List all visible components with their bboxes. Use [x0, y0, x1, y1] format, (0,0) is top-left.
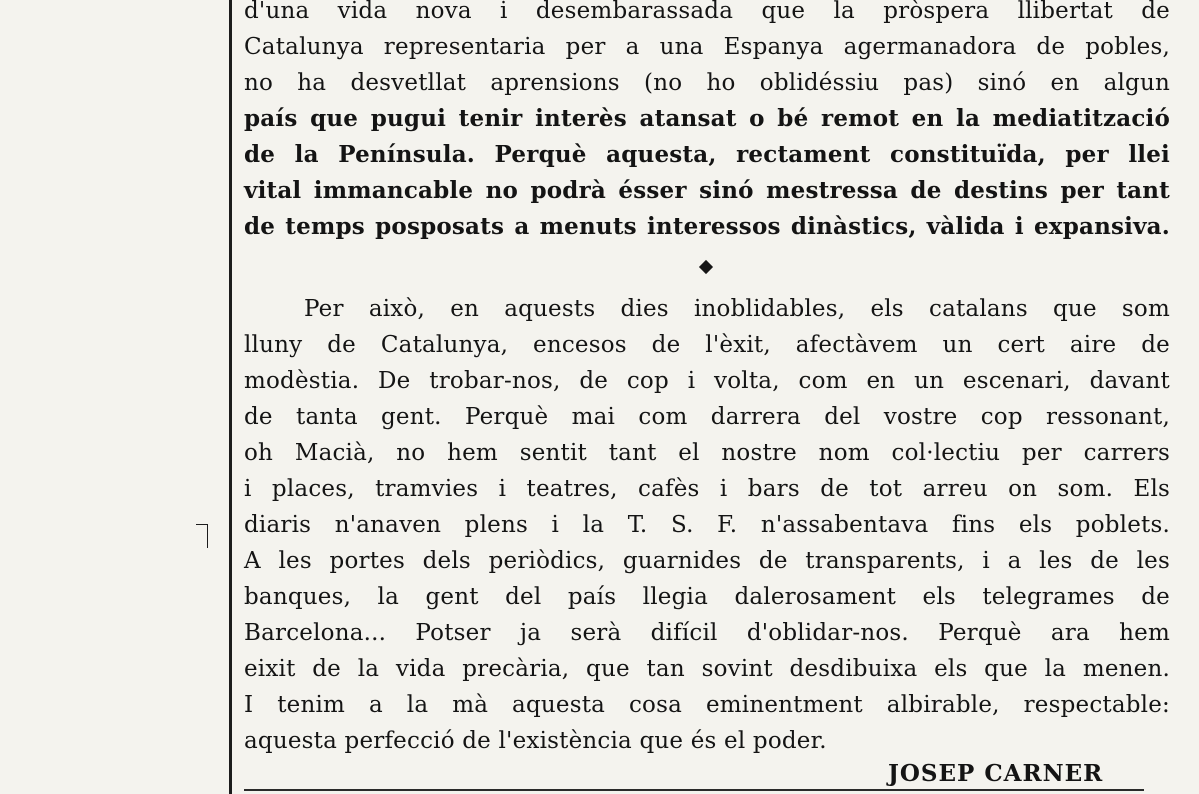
paragraph-line: lluny de Catalunya, encesos de l'èxit, afectàvem un cert aire de	[244, 332, 1170, 358]
paragraph-line: I tenim a la mà aquesta cosa eminentment albirable, respectable:	[244, 692, 1170, 718]
paragraph-line: país que pugui tenir interès atansat o bé remot en la mediatització	[244, 105, 1170, 132]
paragraph-line: A les portes dels periòdics, guarnides de transparents, i a les de les	[244, 548, 1170, 574]
section-ornament	[699, 260, 713, 274]
paragraph-line: Catalunya representaria per a una Espanya agermanadora de pobles,	[244, 34, 1170, 60]
paragraph-line: Barcelona... Potser ja serà difícil d'oblidar-nos. Perquè ara hem	[244, 620, 1170, 646]
paragraph-line: eixit de la vida precària, que tan sovint desdibuixa els que la menen.	[244, 656, 1170, 682]
column-rule-tick	[207, 524, 208, 548]
author-signature: JOSEP CARNER	[888, 760, 1104, 787]
bottom-rule	[244, 789, 1144, 791]
paragraph-line: i places, tramvies i teatres, cafès i bars de tot arreu on som. Els	[244, 476, 1170, 502]
paragraph-line: de temps posposats a menuts interessos dinàstics, vàlida i expansiva.	[244, 213, 1170, 240]
paragraph-line: de tanta gent. Perquè mai com darrera del vostre cop ressonant,	[244, 404, 1170, 430]
column-divider	[229, 0, 232, 794]
paragraph-line: oh Macià, no hem sentit tant el nostre nom col·lectiu per carrers	[244, 440, 1170, 466]
paragraph-line: Per això, en aquests dies inoblidables, els catalans que som	[304, 296, 1170, 322]
paragraph-line: aquesta perfecció de l'existència que és el poder.	[244, 728, 827, 754]
paragraph-line: banques, la gent del país llegia dalerosament els telegrames de	[244, 584, 1170, 610]
paragraph-line: vital immancable no podrà ésser sinó mestressa de destins per tant	[244, 177, 1170, 204]
paragraph-line: diaris n'anaven plens i la T. S. F. n'assabentava fins els poblets.	[244, 512, 1170, 538]
paragraph-line: d'una vida nova i desembarassada que la pròspera llibertat de	[244, 0, 1170, 24]
paragraph-line: de la Península. Perquè aquesta, rectament constituïda, per llei	[244, 141, 1170, 168]
paragraph-line: no ha desvetllat aprensions (no ho oblidéssiu pas) sinó en algun	[244, 70, 1170, 96]
paragraph-line: modèstia. De trobar-nos, de cop i volta, com en un escenari, davant	[244, 368, 1170, 394]
